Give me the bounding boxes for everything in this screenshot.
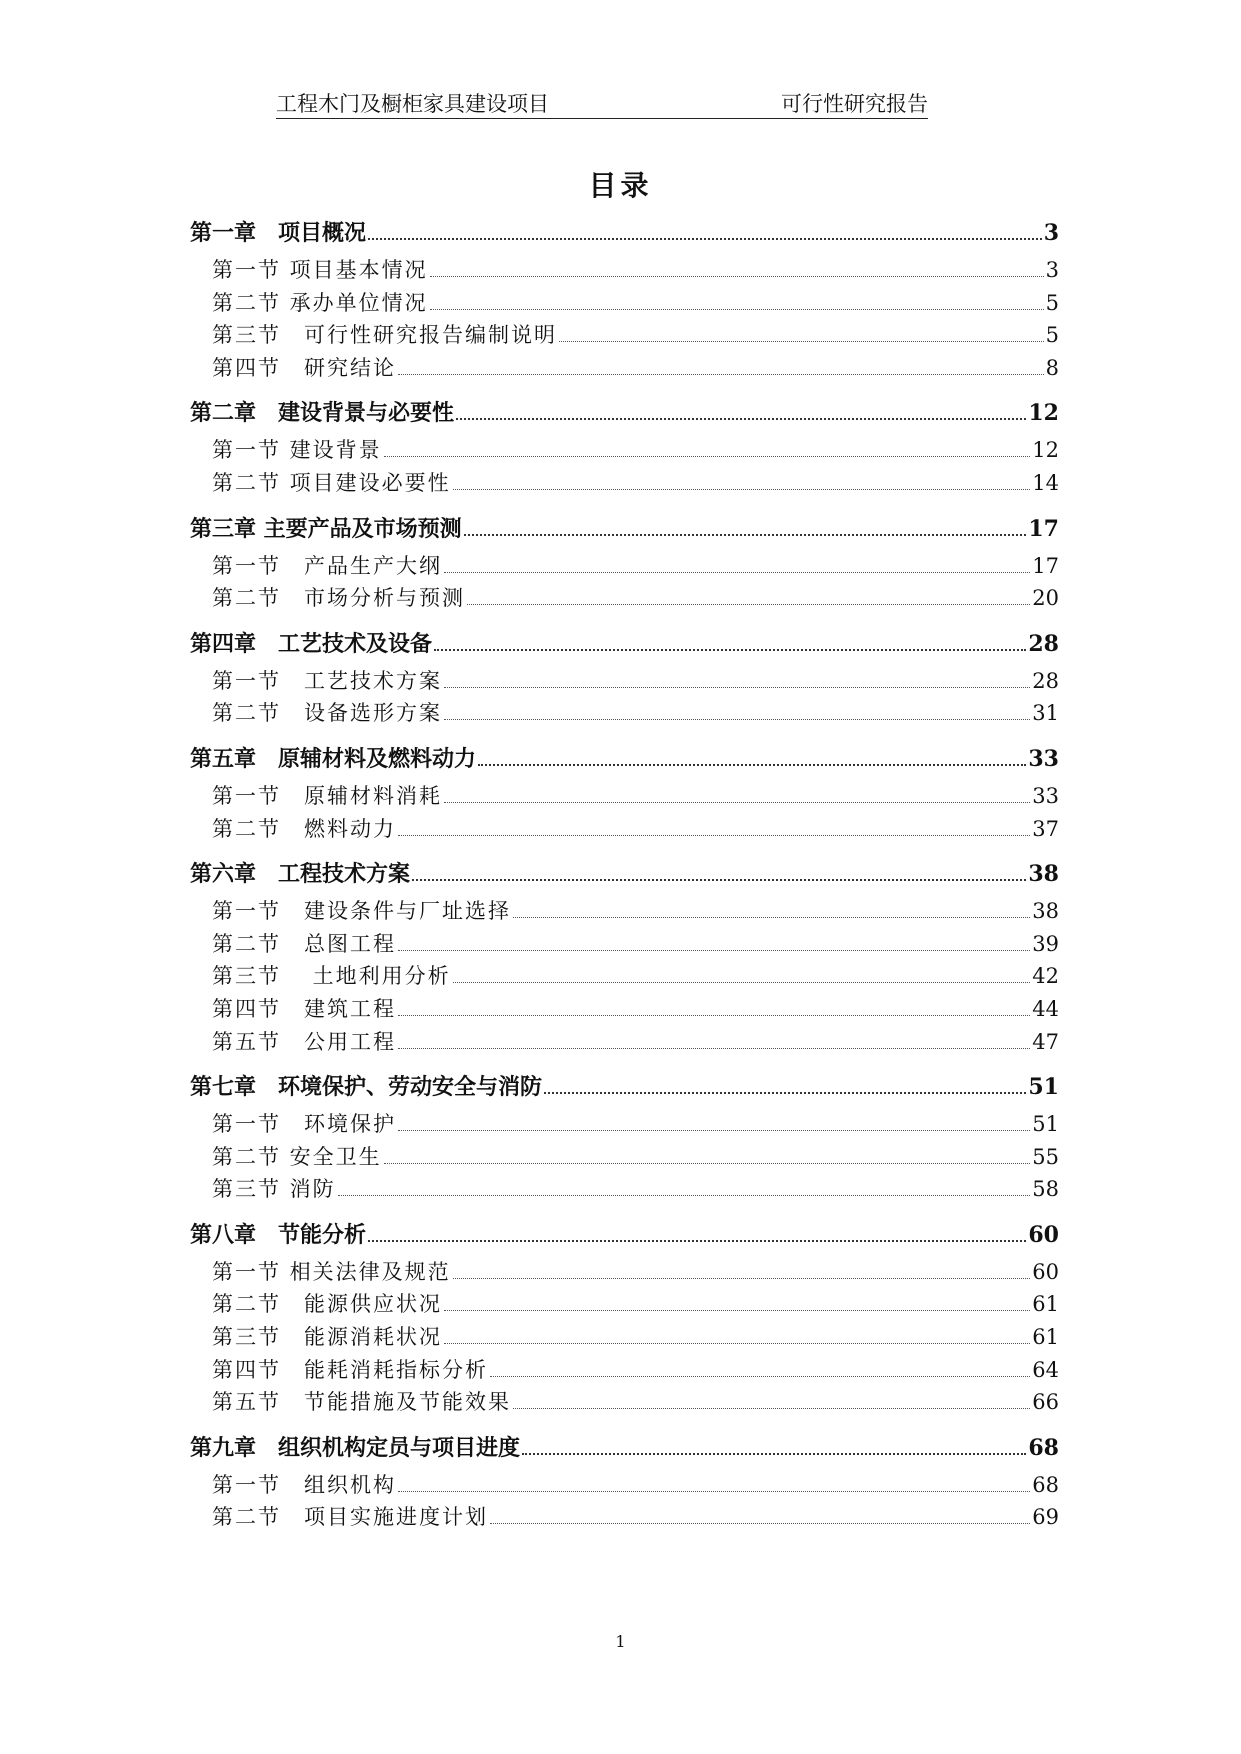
toc-section-entry[interactable] [190,960,1059,993]
section-page-number: 68 [1032,1472,1059,1497]
dot-leader [490,1376,1030,1377]
section-page-number: 31 [1032,701,1059,726]
section-title: 第五节 节能措施及节能效果 [212,1390,511,1415]
toc-section-entry[interactable] [190,1354,1059,1387]
section-page-number: 61 [1032,1325,1059,1350]
dot-leader [398,1491,1030,1492]
chapter-page-number: 17 [1028,515,1059,542]
dot-leader [444,1310,1030,1311]
section-page-number: 69 [1032,1505,1059,1530]
toc-section-list [190,254,1059,384]
section-title: 第四节 建筑工程 [212,996,396,1021]
dot-leader [384,1163,1031,1164]
toc-chapter-entry[interactable] [190,396,1059,428]
chapter-page-number: 68 [1028,1434,1059,1461]
page-number: 1 [615,1632,626,1651]
toc-section-entry[interactable] [190,780,1059,813]
section-page-number: 38 [1032,899,1059,924]
toc-section-entry[interactable] [190,319,1059,352]
dot-leader [368,1240,1026,1242]
toc-chapter-entry[interactable] [190,627,1059,659]
dot-leader [467,604,1030,605]
dot-leader [368,238,1042,240]
toc-section-list [190,1256,1059,1419]
chapter-title: 第五章 原辅材料及燃料动力 [190,745,477,772]
section-title: 第一节 建设条件与厂址选择 [212,899,511,924]
section-page-number: 64 [1032,1357,1059,1382]
section-title: 第三节 土地利用分析 [212,964,451,989]
chapter-title: 第八章 节能分析 [190,1221,367,1248]
dot-leader [453,489,1031,490]
dot-leader [434,649,1026,651]
dot-leader [444,802,1030,803]
toc-section-entry[interactable] [190,434,1059,467]
section-title: 第一节 环境保护 [212,1112,396,1137]
toc-section-entry[interactable] [190,1386,1059,1419]
dot-leader [544,1092,1026,1094]
section-title: 第三节 能源消耗状况 [212,1325,442,1350]
toc-section-entry[interactable] [190,1108,1059,1141]
dot-leader [464,534,1027,536]
section-page-number: 66 [1032,1390,1059,1415]
toc-section-list [190,434,1059,499]
chapter-page-number: 12 [1028,400,1059,427]
toc-section-entry[interactable] [190,467,1059,500]
toc-section-list [190,895,1059,1058]
section-title: 第二节 总图工程 [212,931,396,956]
chapter-title: 第六章 工程技术方案 [190,861,411,888]
section-title: 第二节 能源供应状况 [212,1292,442,1317]
section-title: 第一节 项目基本情况 [212,258,428,282]
toc-section-entry[interactable] [190,1256,1059,1289]
header-project-name: 工程木门及橱柜家具建设项目 [276,92,549,116]
section-page-number: 47 [1032,1029,1059,1054]
dot-leader [478,764,1026,766]
chapter-title: 第三章 主要产品及市场预测 [190,515,462,542]
table-of-contents [190,216,1059,1534]
dot-leader [559,341,1044,342]
section-title: 第三节 可行性研究报告编制说明 [212,323,557,348]
dot-leader [513,917,1030,918]
toc-section-entry[interactable] [190,928,1059,961]
section-page-number: 8 [1045,355,1059,380]
chapter-page-number: 33 [1028,745,1059,772]
toc-section-list [190,780,1059,845]
chapter-page-number: 60 [1028,1221,1059,1248]
toc-chapter-entry[interactable] [190,1431,1059,1463]
toc-section-entry[interactable] [190,1321,1059,1354]
dot-leader [398,374,1044,375]
chapter-title: 第九章 组织机构定员与项目进度 [190,1434,521,1461]
section-page-number: 28 [1032,668,1059,693]
dot-leader [513,1408,1030,1409]
dot-leader [398,1048,1030,1049]
chapter-title: 第一章 项目概况 [190,220,367,246]
section-title: 第二节 安全卫生 [212,1144,382,1169]
section-page-number: 5 [1045,323,1059,348]
section-page-number: 60 [1032,1259,1059,1284]
toc-section-entry[interactable] [190,665,1059,698]
dot-leader [430,276,1044,277]
chapter-page-number: 28 [1028,630,1059,657]
section-page-number: 61 [1032,1292,1059,1317]
section-title: 第二节 项目建设必要性 [212,470,451,495]
section-title: 第一节 产品生产大纲 [212,553,442,578]
chapter-title: 第四章 工艺技术及设备 [190,630,433,657]
toc-section-entry[interactable] [190,993,1059,1026]
section-title: 第一节 工艺技术方案 [212,668,442,693]
chapter-page-number: 51 [1028,1074,1059,1101]
section-title: 第一节 原辅材料消耗 [212,783,442,808]
toc-section-entry[interactable] [190,582,1059,615]
section-page-number: 51 [1032,1112,1059,1137]
chapter-title: 第七章 环境保护、劳动安全与消防 [190,1074,543,1101]
running-header [276,88,928,119]
toc-chapter-entry[interactable] [190,857,1059,889]
section-title: 第二节 燃料动力 [212,816,396,841]
toc-chapter-entry[interactable] [190,1070,1059,1102]
section-title: 第二节 市场分析与预测 [212,586,465,611]
section-page-number: 42 [1032,964,1059,989]
section-title: 第一节 相关法律及规范 [212,1259,451,1284]
dot-leader [444,687,1030,688]
section-title: 第一节 组织机构 [212,1472,396,1497]
toc-chapter-entry[interactable] [190,1218,1059,1250]
toc-chapter-entry[interactable] [190,742,1059,774]
toc-section-entry[interactable] [190,550,1059,583]
dot-leader [444,572,1030,573]
section-page-number: 55 [1032,1144,1059,1169]
section-page-number: 5 [1045,290,1059,315]
section-title: 第一节 建设背景 [212,438,382,463]
toc-section-entry[interactable] [190,1288,1059,1321]
section-title: 第四节 研究结论 [212,355,396,380]
section-page-number: 39 [1032,931,1059,956]
toc-chapter-entry[interactable] [190,216,1059,248]
dot-leader [398,950,1030,951]
dot-leader [444,1343,1030,1344]
dot-leader [398,1015,1030,1016]
dot-leader [430,309,1044,310]
toc-section-entry[interactable] [190,1026,1059,1059]
chapter-page-number: 3 [1043,220,1059,246]
section-title: 第二节 承办单位情况 [212,290,428,315]
section-page-number: 17 [1032,553,1059,578]
dot-leader [338,1195,1031,1196]
dot-leader [453,982,1031,983]
toc-section-entry[interactable] [190,1173,1059,1206]
chapter-page-number: 38 [1028,861,1059,888]
section-title: 第四节 能耗消耗指标分析 [212,1357,488,1382]
header-report-type: 可行性研究报告 [781,92,928,116]
toc-section-list [190,550,1059,615]
section-page-number: 44 [1032,996,1059,1021]
toc-section-entry[interactable] [190,895,1059,928]
dot-leader [490,1523,1030,1524]
toc-section-list [190,665,1059,730]
section-page-number: 37 [1032,816,1059,841]
toc-section-entry[interactable] [190,352,1059,385]
section-page-number: 3 [1045,258,1059,282]
toc-section-entry[interactable] [190,813,1059,846]
toc-section-entry[interactable] [190,254,1059,287]
dot-leader [453,1278,1031,1279]
section-page-number: 58 [1032,1177,1059,1202]
dot-leader [522,1453,1026,1455]
section-title: 第二节 设备选形方案 [212,701,442,726]
dot-leader [398,835,1030,836]
toc-section-entry[interactable] [190,1501,1059,1534]
dot-leader [444,719,1030,720]
dot-leader [384,456,1031,457]
section-page-number: 14 [1032,470,1059,495]
toc-title: 目录 [588,169,653,202]
toc-section-list [190,1108,1059,1206]
dot-leader [456,418,1026,420]
dot-leader [412,879,1026,881]
section-title: 第五节 公用工程 [212,1029,396,1054]
section-page-number: 12 [1032,438,1059,463]
section-title: 第二节 项目实施进度计划 [212,1505,488,1530]
section-page-number: 33 [1032,783,1059,808]
toc-chapter-entry[interactable] [190,512,1059,544]
toc-section-entry[interactable] [190,1469,1059,1502]
section-title: 第三节 消防 [212,1177,336,1202]
chapter-title: 第二章 建设背景与必要性 [190,400,455,427]
toc-section-list [190,1469,1059,1534]
toc-section-entry[interactable] [190,697,1059,730]
dot-leader [398,1130,1030,1131]
section-page-number: 20 [1032,586,1059,611]
toc-section-entry[interactable] [190,287,1059,320]
toc-section-entry[interactable] [190,1141,1059,1174]
